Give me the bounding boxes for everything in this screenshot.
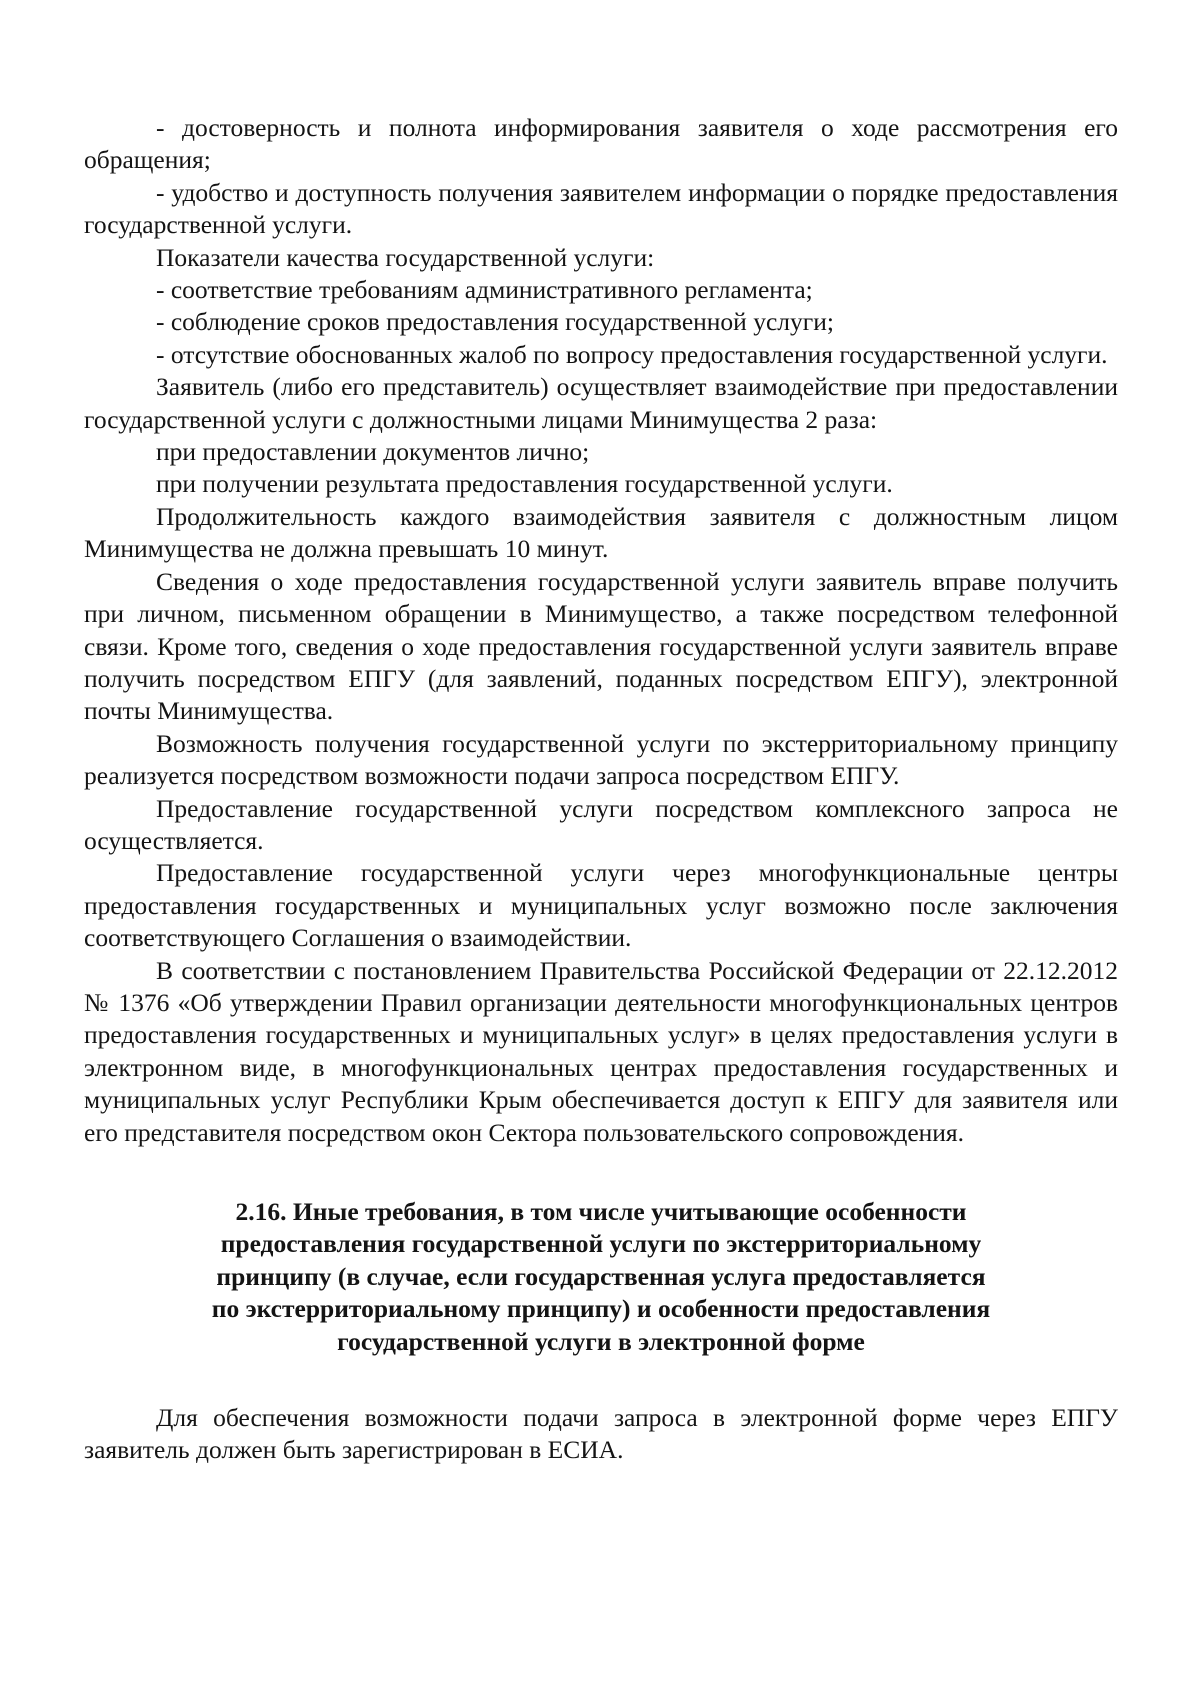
- heading-line: предоставления государственной услуги по экстерриториальному: [220, 1229, 982, 1259]
- paragraph-deadlines: - соблюдение сроков предоставления государственной услуги;: [156, 307, 834, 337]
- paragraph-convenience: - удобство и доступность получения заявителем информации о порядке предоставления государственной услуги.: [84, 177, 1118, 240]
- paragraph-progress-info: Сведения о ходе предоставления государственной услуги заявитель вправе получить при личном, письменном обращении в Минимущество, а также посредством телефонной связи. Кроме того, сведения о ходе предоставления государственной услуги заявитель вправе получить посредством ЕПГУ (для заявлений, поданных посредством ЕПГУ), электронной почты Минимущества.: [84, 566, 1118, 726]
- paragraph-no-complaints: - отсутствие обоснованных жалоб по вопросу предоставления государственной услуги.: [156, 339, 1108, 369]
- paragraph-government-decree: В соответствии с постановлением Правительства Российской Федерации от 22.12.2012 № 1376 «Об утверждении Правил организации деятельности многофункциональных центров предоставления государственных и муниципальных услуг» в целях предоставления услуги в электронном виде, в многофункциональных центрах предоставления государственных и муниципальных услуг Республики Крым обеспечивается доступ к ЕПГУ для заявителя или его представителя посредством окон Сектора пользовательского сопровождения.: [84, 955, 1118, 1147]
- paragraph-quality-indicators: Показатели качества государственной услуги:: [156, 242, 655, 272]
- paragraph-duration: Продолжительность каждого взаимодействия заявителя с должностным лицом Минимущества не должна превышать 10 минут.: [84, 501, 1118, 564]
- heading-line: принципу (в случае, если государственная услуга предоставляется: [216, 1261, 986, 1291]
- paragraph-esia-registration: Для обеспечения возможности подачи запроса в электронной форме через ЕПГУ заявитель должен быть зарегистрирован в ЕСИА.: [84, 1403, 1118, 1465]
- paragraph-compliance: - соответствие требованиям административного регламента;: [156, 275, 813, 305]
- paragraph-interaction: Заявитель (либо его представитель) осуществляет взаимодействие при предоставлении государственной услуги с должностными лицами Минимущества 2 раза:: [84, 372, 1118, 434]
- paragraph-complex-request: Предоставление государственной услуги посредством комплексного запроса не осуществляется.: [84, 793, 1118, 855]
- document-page: [84, 112, 1118, 1467]
- section-heading: [84, 1196, 1118, 1358]
- paragraph-mfc: Предоставление государственной услуги через многофункциональные центры предоставления государственных и муниципальных услуг возможно после заключения соответствующего Соглашения о взаимодействии.: [84, 858, 1118, 953]
- paragraph-receiving-result: при получении результата предоставления государственной услуги.: [156, 469, 893, 499]
- heading-line: государственной услуги в электронной форме: [337, 1326, 865, 1356]
- paragraph-reliability: - достоверность и полнота информирования заявителя о ходе рассмотрения его обращения;: [84, 113, 1118, 175]
- heading-line: 2.16. Иные требования, в том числе учитывающие особенности: [235, 1197, 967, 1226]
- paragraph-extraterritorial: Возможность получения государственной услуги по экстерриториальному принципу реализуется посредством возможности подачи запроса посредством ЕПГУ.: [84, 728, 1118, 791]
- paragraph-documents-in-person: при предоставлении документов лично;: [156, 437, 590, 467]
- heading-line: по экстерриториальному принципу) и особенности предоставления: [211, 1294, 991, 1324]
